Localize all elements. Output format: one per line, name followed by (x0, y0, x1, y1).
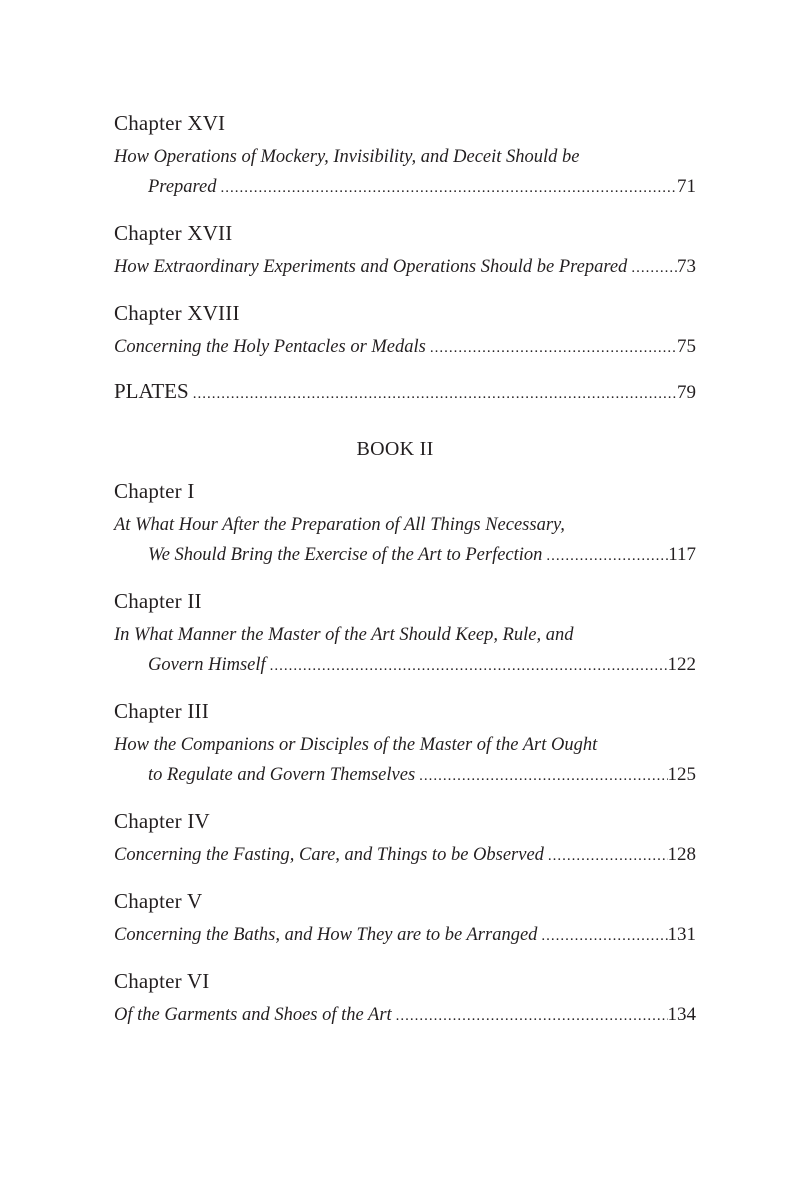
dot-leader (189, 379, 677, 409)
chapter-heading: Chapter III (114, 699, 209, 723)
chapter-title-line: How Operations of Mockery, Invisibility, and Deceit Should be (114, 147, 580, 167)
chapter-title-final-line (114, 650, 696, 680)
dot-leader (392, 1001, 668, 1031)
chapter-title-final-line (114, 332, 696, 362)
chapter-title-text: Concerning the Holy Pentacles or Medals (114, 337, 426, 357)
page-number: 125 (667, 764, 696, 785)
page-number: 131 (667, 924, 696, 945)
toc-book-one-continued (114, 108, 696, 362)
toc-entry (114, 696, 696, 806)
book-heading: BOOK II (356, 438, 434, 460)
chapter-heading: Chapter XVI (114, 111, 226, 135)
chapter-title-line: In What Manner the Master of the Art Should Keep, Rule, and (114, 625, 574, 645)
dot-leader (415, 761, 667, 791)
dot-leader (537, 921, 667, 951)
chapter-title-text: How Extraordinary Experiments and Operations Should be Prepared (114, 257, 628, 277)
page-number: 128 (667, 844, 696, 865)
dot-leader (542, 541, 668, 571)
toc-entry-plates (114, 376, 696, 406)
toc-entry (114, 476, 696, 586)
toc-entry (114, 806, 696, 886)
chapter-heading: Chapter VI (114, 969, 210, 993)
chapter-title-final-line (114, 1000, 696, 1030)
chapter-heading: Chapter I (114, 479, 195, 503)
chapter-title-final-line (114, 172, 696, 202)
chapter-title-text: to Regulate and Govern Themselves (148, 765, 416, 785)
chapter-title-text: Concerning the Baths, and How They are to be Arranged (114, 925, 538, 945)
page-number: 73 (677, 256, 696, 277)
page-number: 75 (677, 336, 696, 357)
page-number: 117 (668, 544, 696, 565)
chapter-heading: Chapter V (114, 889, 203, 913)
toc-entry (114, 966, 696, 1030)
dot-leader (544, 841, 668, 871)
chapter-title-final-line (114, 540, 696, 570)
chapter-title-line: How the Companions or Disciples of the Master of the Art Ought (114, 735, 598, 755)
chapter-title-final-line (114, 840, 696, 870)
toc-book-two (114, 476, 696, 1030)
plates-label: PLATES (114, 379, 189, 403)
chapter-heading: Chapter XVII (114, 221, 233, 245)
table-of-contents (114, 108, 696, 1030)
chapter-title-final-line (114, 760, 696, 790)
toc-entry (114, 886, 696, 966)
chapter-title-final-line (114, 920, 696, 950)
chapter-title-text: Of the Garments and Shoes of the Art (114, 1005, 392, 1025)
toc-entry (114, 586, 696, 696)
toc-entry (114, 298, 696, 362)
page-number: 134 (667, 1004, 696, 1025)
chapter-heading: Chapter XVIII (114, 301, 240, 325)
chapter-title-text: Prepared (148, 177, 217, 197)
toc-entry (114, 108, 696, 218)
dot-leader (266, 651, 668, 681)
chapter-title-line: At What Hour After the Preparation of All Things Necessary, (114, 515, 565, 535)
chapter-heading: Chapter IV (114, 809, 210, 833)
toc-entry (114, 218, 696, 298)
chapter-title-text: We Should Bring the Exercise of the Art to Perfection (148, 545, 543, 565)
dot-leader (426, 333, 677, 363)
dot-leader (217, 173, 678, 203)
dot-leader (627, 253, 677, 283)
chapter-title-text: Govern Himself (148, 655, 266, 675)
page-number: 122 (667, 654, 696, 675)
page-number: 71 (677, 176, 696, 197)
page-number: 79 (677, 382, 696, 403)
chapter-title-final-line (114, 252, 696, 282)
chapter-title-text: Concerning the Fasting, Care, and Things to be Observed (114, 845, 544, 865)
chapter-heading: Chapter II (114, 589, 202, 613)
